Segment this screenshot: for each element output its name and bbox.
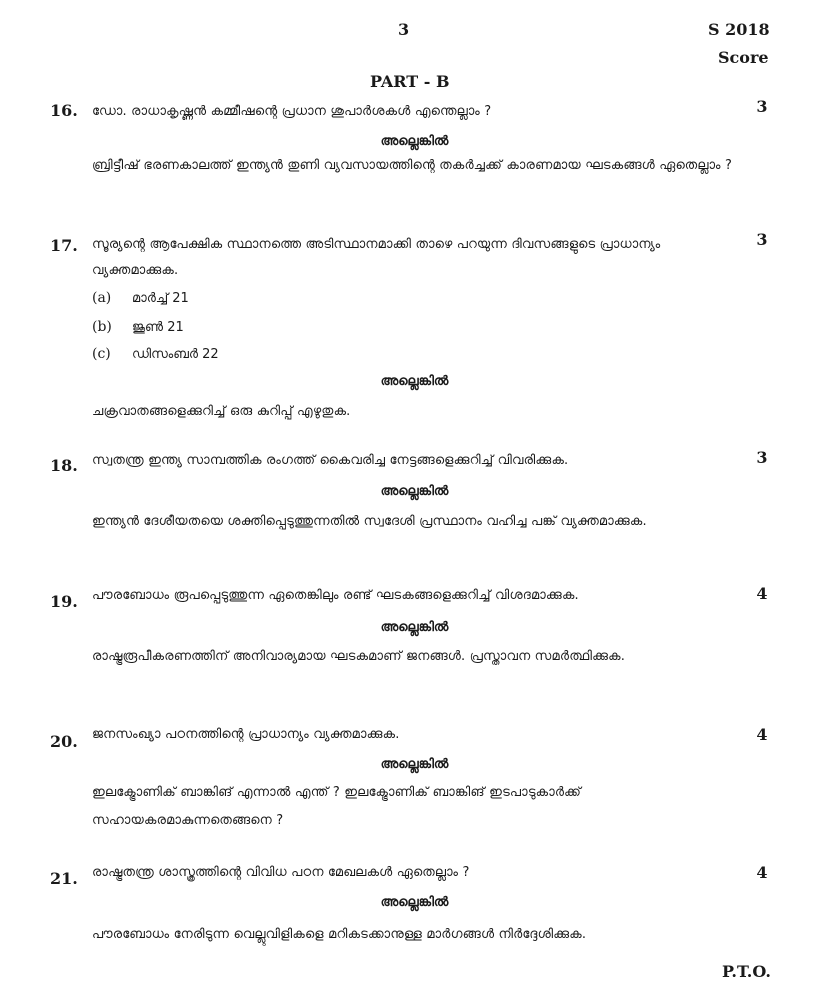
question-number: 17. <box>50 236 78 255</box>
question-number: 20. <box>50 732 78 751</box>
or-label: അല്ലെങ്കിൽ <box>380 134 449 149</box>
page-number: 3 <box>398 20 410 39</box>
question-text: സ്വതന്ത്ര ഇന്ത്യ സാമ്പത്തിക രംഗത്ത് കൈവരിച്ച നേട്ടങ്ങളെക്കുറിച്ച് വിവരിക്കുക. <box>92 453 569 468</box>
alternative-question: ചക്രവാതങ്ങളെക്കുറിച്ച് ഒരു കുറിപ്പ് എഴുതുക. <box>92 404 351 419</box>
or-label: അല്ലെങ്കിൽ <box>380 757 449 772</box>
option-text: ഡിസംബർ 22 <box>132 347 219 362</box>
or-label: അല്ലെങ്കിൽ <box>380 484 449 499</box>
alternative-question: ഇന്ത്യൻ ദേശീയതയെ ശക്തിപ്പെടുത്തുന്നതിൽ സ്വദേശി പ്രസ്ഥാനം വഹിച്ച പങ്ക് വ്യക്തമാക്കുക. <box>92 514 647 529</box>
question-score: 4 <box>756 725 768 744</box>
question-text: ഡോ. രാധാകൃഷ്ണൻ കമ്മീഷന്റെ പ്രധാന ശുപാർശകൾ എന്തെല്ലാം ? <box>92 104 492 119</box>
option-label: (a) <box>92 290 112 306</box>
exam-code: S 2018 <box>708 20 770 39</box>
question-text: പൗരബോധം രൂപപ്പെടുത്തുന്ന ഏതെങ്കിലും രണ്ട് ഘടകങ്ങളെക്കുറിച്ച് വിശദമാക്കുക. <box>92 588 579 603</box>
question-score: 3 <box>756 97 768 116</box>
question-score: 3 <box>756 230 768 249</box>
option-label: (c) <box>92 346 111 362</box>
question-score: 4 <box>756 863 768 882</box>
option-a <box>92 290 189 306</box>
question-text: സൂര്യന്റെ ആപേക്ഷിക സ്ഥാനത്തെ അടിസ്ഥാനമാക്കി താഴെ പറയുന്ന ദിവസങ്ങളുടെ പ്രാധാന്യം വ്യക്തമാക്കുക. <box>92 237 661 278</box>
option-text: ജൂൺ 21 <box>132 320 184 335</box>
question-number: 19. <box>50 592 78 611</box>
alternative-question: രാഷ്ട്രരൂപീകരണത്തിന് അനിവാര്യമായ ഘടകമാണ് ജനങ്ങൾ. പ്രസ്താവന സമർത്ഥിക്കുക. <box>92 649 626 664</box>
score-column-label: Score <box>718 48 769 67</box>
question-number: 16. <box>50 101 78 120</box>
alternative-question: ബ്രിട്ടീഷ് ഭരണകാലത്ത് ഇന്ത്യൻ തുണി വ്യവസായത്തിന്റെ തകർച്ചക്ക് കാരണമായ ഘടകങ്ങൾ ഏതെല്ലാം ? <box>92 158 733 173</box>
question-number: 18. <box>50 456 78 475</box>
option-b <box>92 319 184 335</box>
option-text: മാർച്ച് 21 <box>132 291 189 306</box>
pto-label: P.T.O. <box>722 962 771 981</box>
question-text: രാഷ്ട്രതന്ത്ര ശാസ്ത്രത്തിന്റെ വിവിധ പഠന മേഖലകൾ ഏതെല്ലാം ? <box>92 865 470 880</box>
part-title: PART - B <box>370 72 450 91</box>
or-label: അല്ലെങ്കിൽ <box>380 620 449 635</box>
question-number: 21. <box>50 869 78 888</box>
or-label: അല്ലെങ്കിൽ <box>380 374 449 389</box>
or-label: അല്ലെങ്കിൽ <box>380 895 449 910</box>
question-score: 4 <box>756 584 768 603</box>
option-c <box>92 346 219 362</box>
question-score: 3 <box>756 448 768 467</box>
question-text: ജനസംഖ്യാ പഠനത്തിന്റെ പ്രാധാന്യം വ്യക്തമാക്കുക. <box>92 727 400 742</box>
option-label: (b) <box>92 319 112 335</box>
alternative-question: ഇലക്ട്രോണിക് ബാങ്കിങ് എന്നാൽ എന്ത് ? ഇലക്ട്രോണിക് ബാങ്കിങ് ഇടപാടുകാർക്ക് സഹായകരമാകുന്നതെങ്ങനെ ? <box>92 785 582 828</box>
alternative-question: പൗരബോധം നേരിടുന്ന വെല്ലുവിളികളെ മറികടക്കാനുള്ള മാർഗങ്ങൾ നിർദ്ദേശിക്കുക. <box>92 927 587 942</box>
